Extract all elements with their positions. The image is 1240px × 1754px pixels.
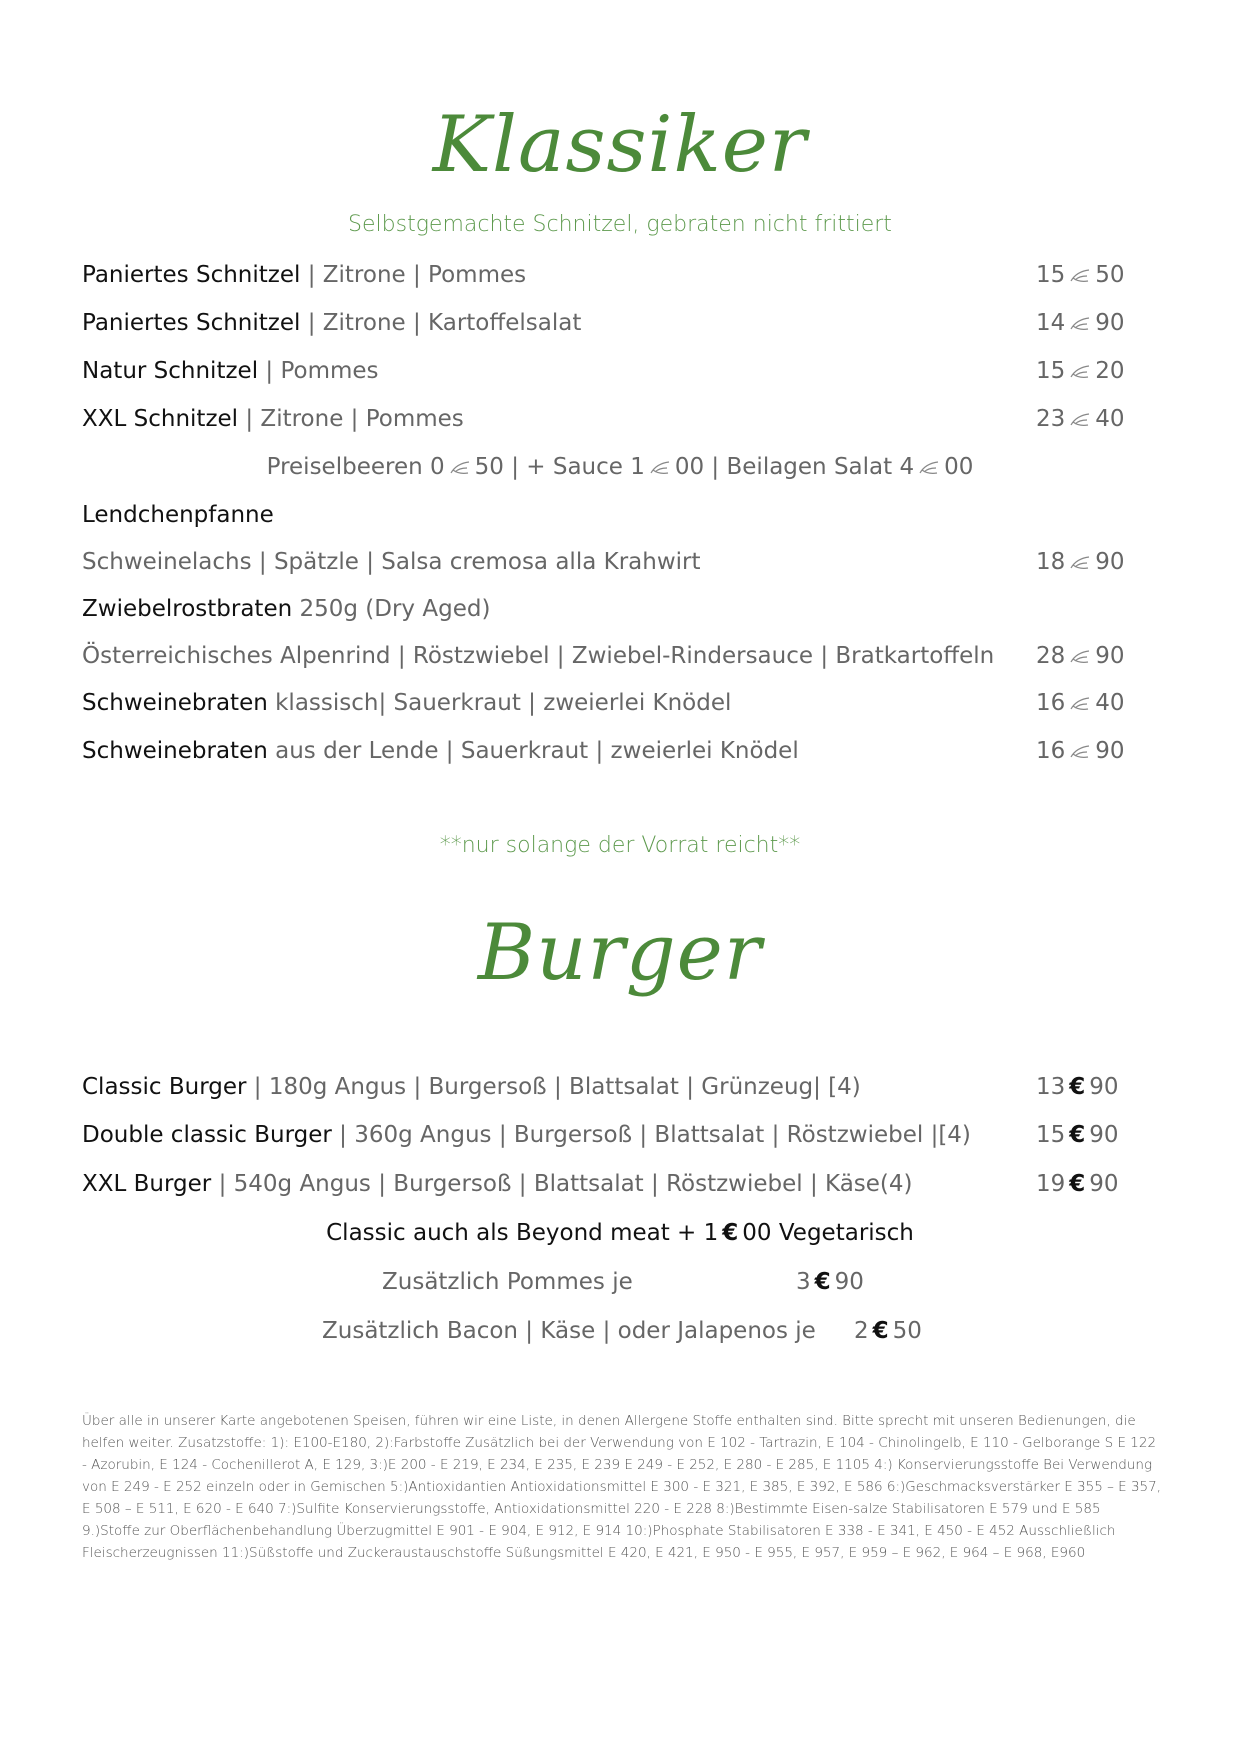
leaf-euro-icon bbox=[1069, 744, 1091, 760]
item-name: Paniertes Schnitzel bbox=[82, 262, 301, 288]
euro-icon: € bbox=[1069, 1074, 1086, 1100]
menu-item bbox=[82, 1167, 1132, 1201]
extra-pommes-price: 3 € 90 bbox=[796, 1269, 864, 1295]
item-price: 16 90 bbox=[1036, 738, 1125, 764]
item-name: Paniertes Schnitzel bbox=[82, 310, 301, 336]
menu-item bbox=[82, 686, 1132, 720]
menu-item bbox=[82, 258, 1132, 292]
lendchen-heading: Lendchenpfanne bbox=[82, 502, 274, 528]
euro-icon: € bbox=[1069, 1122, 1086, 1148]
euro-icon: € bbox=[1069, 1171, 1086, 1197]
leaf-euro-icon bbox=[1069, 555, 1091, 571]
item-description: aus der Lende | Sauerkraut | zweierlei Knödel bbox=[267, 738, 799, 764]
menu-item bbox=[82, 354, 1132, 388]
leaf-euro-icon bbox=[649, 460, 671, 476]
item-description: | Pommes bbox=[258, 358, 379, 384]
leaf-euro-icon bbox=[1069, 316, 1091, 332]
item-description: | 360g Angus | Burgersoß | Blattsalat | Röstzwiebel |[4) bbox=[331, 1122, 971, 1148]
klassiker-title: Klassiker bbox=[432, 100, 808, 190]
burger-title: Burger bbox=[477, 908, 763, 998]
item-name: XXL Burger bbox=[82, 1171, 212, 1197]
item-price: 14 90 bbox=[1036, 310, 1125, 336]
leaf-euro-icon bbox=[1069, 412, 1091, 428]
menu-item bbox=[82, 306, 1132, 340]
allergen-notice: Über alle in unserer Karte angebotenen Speisen, führen wir eine Liste, in denen Allergene Stoffe enthalten sind. Bitte sprecht mit unseren Bedienungen, die helfen weiter. Zusatzstoffe: 1): E100-E180, 2):Farbstoffe Zusätzlich bei der Verwendung von E 102 - Tartrazin, E 104 - Chinolingelb, E 110 - Gelborange S E 122 - Azorubin, E 124 - Cochenillerot A, E 129, 3:)E 200 - E 219, E 234, E 235, E 239 E 249 - E 252, E 280 - E 285, E 1105 4:) Konservierungsstoffe Bei Verwendung von E 249 - E 252 einzeln oder in Gemischen 5:)Antioxidantien Antioxidationsmittel E 300 - E 321, E 385, E 392, E 586 6:)Geschmacksverstärker E 355 – E 357, E 508 – E 511, E 620 - E 640 7:)Sulfite Konservierungsstoffe, Antioxidationsmittel 220 - E 228 8:)Bestimmte Eisen-salze Stabilisatoren E 579 und E 585 9.)Stoffe zur Oberflächenbehandlung Überzugmittel E 901 - E 904, E 912, E 914 10:)Phosphate Stabilisatoren E 338 - E 341, E 450 - E 452 Ausschließlich Fleischerzeugnissen 11:)Süßstoffe und Zuckeraustauschstoffe Süßungsmittel E 420, E 421, E 950 - E 955, E 957, E 959 – E 962, E 964 – E 968, E960 bbox=[82, 1413, 1162, 1561]
item-description: Österreichisches Alpenrind | Röstzwiebel | Zwiebel-Rindersauce | Bratkartoffeln bbox=[82, 643, 995, 669]
zwiebel-heading: Zwiebelrostbraten bbox=[82, 596, 293, 622]
item-price: 18 90 bbox=[1036, 549, 1125, 575]
item-price: 23 40 bbox=[1036, 406, 1125, 432]
euro-icon: € bbox=[872, 1318, 889, 1344]
section-heading bbox=[82, 498, 1132, 532]
item-price: 15 20 bbox=[1036, 358, 1125, 384]
extra-bacon-label: Zusätzlich Bacon | Käse | oder Jalapenos je bbox=[322, 1318, 816, 1344]
leaf-euro-icon bbox=[918, 460, 940, 476]
item-name: XXL Schnitzel bbox=[82, 406, 239, 432]
euro-icon: € bbox=[722, 1220, 739, 1246]
zwiebel-heading-detail: 250g (Dry Aged) bbox=[292, 596, 491, 622]
klassiker-subtitle: Selbstgemachte Schnitzel, gebraten nicht frittiert bbox=[348, 212, 892, 237]
item-price: 15 € 90 bbox=[1036, 1122, 1119, 1148]
item-description: | Zitrone | Kartoffelsalat bbox=[300, 310, 582, 336]
item-price: 13 € 90 bbox=[1036, 1074, 1119, 1100]
item-name: Double classic Burger bbox=[82, 1122, 332, 1148]
euro-icon: € bbox=[814, 1269, 831, 1295]
leaf-euro-icon bbox=[1069, 696, 1091, 712]
item-name: Classic Burger bbox=[82, 1074, 247, 1100]
item-description: Schweinelachs | Spätzle | Salsa cremosa alla Krahwirt bbox=[82, 549, 701, 575]
leaf-euro-icon bbox=[449, 460, 471, 476]
item-description: klassisch| Sauerkraut | zweierlei Knödel bbox=[267, 690, 732, 716]
item-description: | Zitrone | Pommes bbox=[238, 406, 464, 432]
menu-item bbox=[82, 734, 1132, 768]
item-name: Schweinebraten bbox=[82, 690, 268, 716]
leaf-euro-icon bbox=[1069, 364, 1091, 380]
leaf-euro-icon bbox=[1069, 649, 1091, 665]
menu-item bbox=[82, 639, 1132, 673]
item-description: | Zitrone | Pommes bbox=[300, 262, 527, 288]
extra-pommes-label: Zusätzlich Pommes je bbox=[382, 1269, 633, 1295]
menu-item bbox=[82, 1070, 1132, 1104]
item-name: Natur Schnitzel bbox=[82, 358, 259, 384]
item-description: | 180g Angus | Burgersoß | Blattsalat | Grünzeug| [4) bbox=[246, 1074, 861, 1100]
section-heading bbox=[82, 592, 1132, 626]
beyond-meat-option: Classic auch als Beyond meat + 1 € 00 Vegetarisch bbox=[326, 1220, 914, 1246]
menu-item bbox=[82, 402, 1132, 436]
item-price: 28 90 bbox=[1036, 643, 1125, 669]
schnitzel-extras: Preiselbeeren 0 50 | + Sauce 1 00 | Beilagen Salat 4 00 bbox=[266, 454, 974, 480]
item-price: 15 50 bbox=[1036, 262, 1125, 288]
stock-note: **nur solange der Vorrat reicht** bbox=[439, 833, 801, 858]
item-price: 19 € 90 bbox=[1036, 1171, 1119, 1197]
extra-bacon-price: 2 € 50 bbox=[854, 1318, 922, 1344]
menu-item bbox=[82, 1118, 1132, 1152]
leaf-euro-icon bbox=[1069, 268, 1091, 284]
item-name: Schweinebraten bbox=[82, 738, 268, 764]
menu-item bbox=[82, 545, 1132, 579]
item-description: | 540g Angus | Burgersoß | Blattsalat | Röstzwiebel | Käse(4) bbox=[211, 1171, 913, 1197]
item-price: 16 40 bbox=[1036, 690, 1125, 716]
